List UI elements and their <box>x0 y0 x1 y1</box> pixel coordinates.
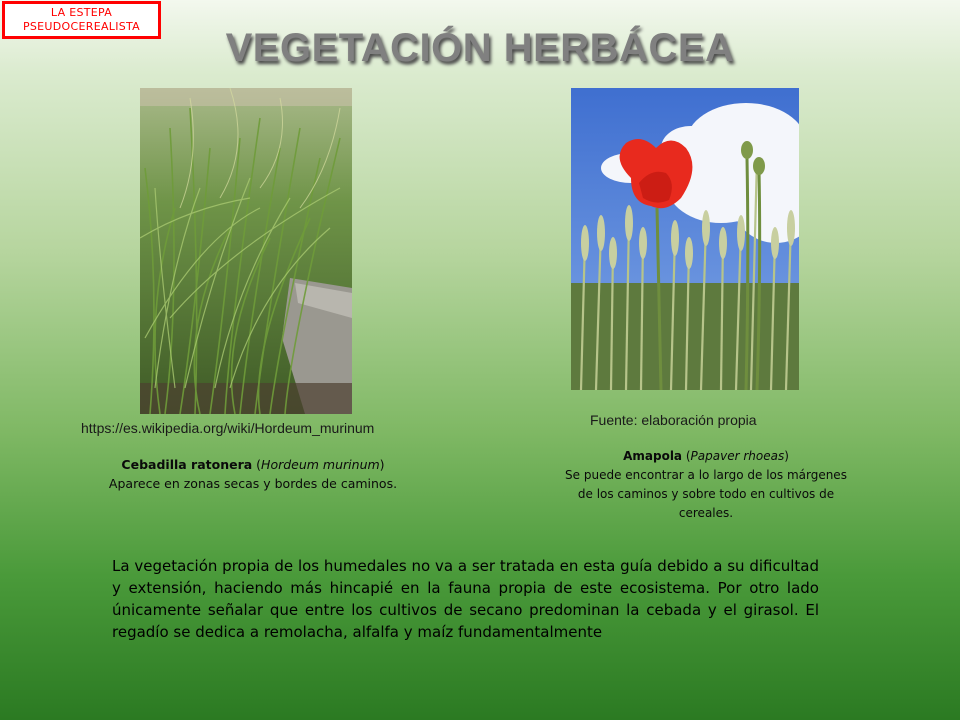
right-caption <box>556 447 856 523</box>
right-species-latin: Papaver rhoeas <box>690 449 785 463</box>
grass-photo <box>140 88 352 414</box>
left-species-latin: Hordeum murinum <box>261 457 380 472</box>
left-caption <box>98 455 408 493</box>
right-paren-open: ( <box>682 449 691 463</box>
section-tag-line1: LA ESTEPA <box>50 6 113 19</box>
left-description: Aparece en zonas secas y bordes de caminos. <box>108 476 398 491</box>
right-paren-close: ) <box>784 449 789 463</box>
right-species-name: Amapola <box>623 449 683 463</box>
slide-title: VEGETACIÓN HERBÁCEA <box>225 26 735 70</box>
left-species-name: Cebadilla ratonera <box>121 457 253 472</box>
right-photo-source: Fuente: elaboración propia <box>590 412 757 428</box>
poppy-photo <box>571 88 799 390</box>
left-paren-open: ( <box>252 457 262 472</box>
right-description: Se puede encontrar a lo largo de los márgenes de los caminos y sobre todo en cultivos de cereales. <box>565 468 847 520</box>
section-tag-line2: PSEUDOCEREALISTA <box>22 20 141 33</box>
left-photo-source: https://es.wikipedia.org/wiki/Hordeum_murinum <box>81 420 375 436</box>
left-paren-close: ) <box>379 457 385 472</box>
body-paragraph: La vegetación propia de los humedales no va a ser tratada en esta guía debido a su dificultad y extensión, haciendo más hincapié en la fauna propia de este ecosistema. Por otro lado únicamente señalar que entre los cultivos de secano predominan la cebada y el girasol. El regadío se dedica a remolacha, alfalfa y maíz fundamentalmente <box>112 557 819 641</box>
